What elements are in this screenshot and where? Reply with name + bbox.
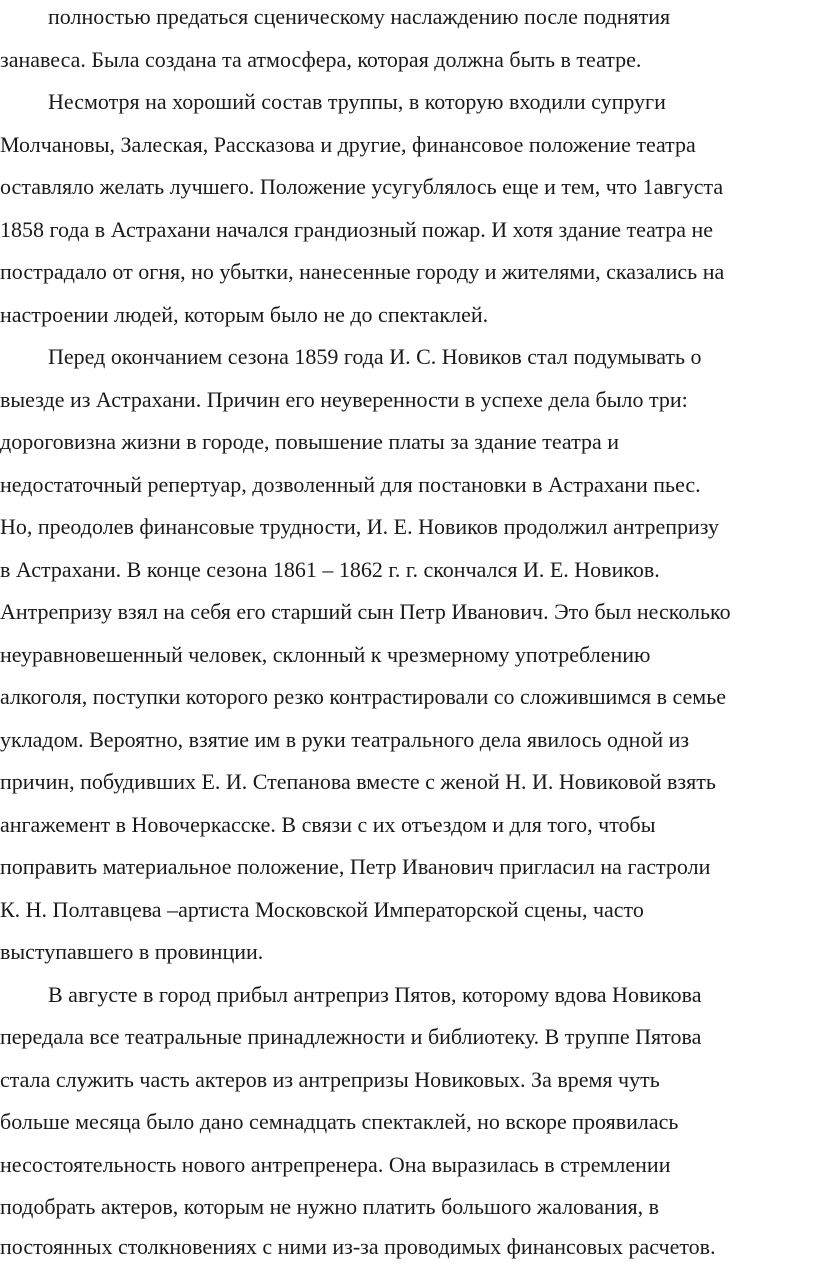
text-line: Молчановы, Залеская, Рассказова и другие, финансовое положение театра: [0, 132, 696, 157]
text-line: настроении людей, которым было не до спектаклей.: [0, 302, 489, 327]
text-line: передала все театральные принадлежности и библиотеку. В труппе Пятова: [0, 1024, 702, 1049]
text-line: дороговизна жизни в городе, повышение платы за здание театра и: [0, 429, 620, 454]
text-line: пострадало от огня, но убытки, нанесенные городу и жителями, сказались на: [0, 259, 725, 284]
text-line: 1858 года в Астрахани начался грандиозный пожар. И хотя здание театра не: [0, 217, 714, 242]
text-line: поправить материальное положение, Петр Иванович пригласил на гастроли: [0, 854, 711, 879]
text-line: укладом. Вероятно, взятие им в руки театрального дела явилось одной из: [0, 727, 690, 752]
paragraph-start-line: Перед окончанием сезона 1859 года И. С. Новиков стал подумывать о: [48, 344, 702, 369]
paragraph-start-line: Несмотря на хороший состав труппы, в которую входили супруги: [48, 89, 666, 114]
text-line: Но, преодолев финансовые трудности, И. Е. Новиков продолжил антрепризу: [0, 514, 720, 539]
text-line: в Астрахани. В конце сезона 1861 – 1862 г. г. скончался И. Е. Новиков.: [0, 557, 660, 582]
text-line: недостаточный репертуар, дозволенный для постановки в Астрахани пьес.: [0, 472, 701, 497]
text-line: постоянных столкновениях с ними из-за проводимых финансовых расчетов.: [0, 1234, 716, 1259]
text-line: стала служить часть актеров из антрепризы Новиковых. За время чуть: [0, 1067, 660, 1092]
text-line: выезде из Астрахани. Причин его неуверенности в успехе дела было три:: [0, 387, 688, 412]
text-line: занавеса. Была создана та атмосфера, которая должна быть в театре.: [0, 47, 642, 72]
text-line: ангажемент в Новочеркасске. В связи с их отъездом и для того, чтобы: [0, 812, 656, 837]
text-line: полностью предаться сценическому наслаждению после поднятия: [48, 4, 671, 29]
text-line: оставляло желать лучшего. Положение усугублялось еще и тем, что 1августа: [0, 174, 724, 199]
text-line: выступавшего в провинции.: [0, 939, 264, 964]
paragraph-start-line: В августе в город прибыл антреприз Пятов, которому вдова Новикова: [48, 982, 702, 1007]
text-line: больше месяца было дано семнадцать спектаклей, но вскоре проявилась: [0, 1109, 679, 1134]
text-line: Антрепризу взял на себя его старший сын Петр Иванович. Это был несколько: [0, 599, 731, 624]
text-line: подобрать актеров, которым не нужно платить большого жалования, в: [0, 1194, 659, 1219]
text-line: алкоголя, поступки которого резко контрастировали со сложившимся в семье: [0, 684, 727, 709]
text-line: К. Н. Полтавцева –артиста Московской Императорской сцены, часто: [0, 897, 644, 922]
text-line: неуравновешенный человек, склонный к чрезмерному употреблению: [0, 642, 651, 667]
text-line: причин, побудивших Е. И. Степанова вместе с женой Н. И. Новиковой взять: [0, 769, 716, 794]
text-line: несостоятельность нового антрепренера. Она выразилась в стремлении: [0, 1152, 671, 1177]
